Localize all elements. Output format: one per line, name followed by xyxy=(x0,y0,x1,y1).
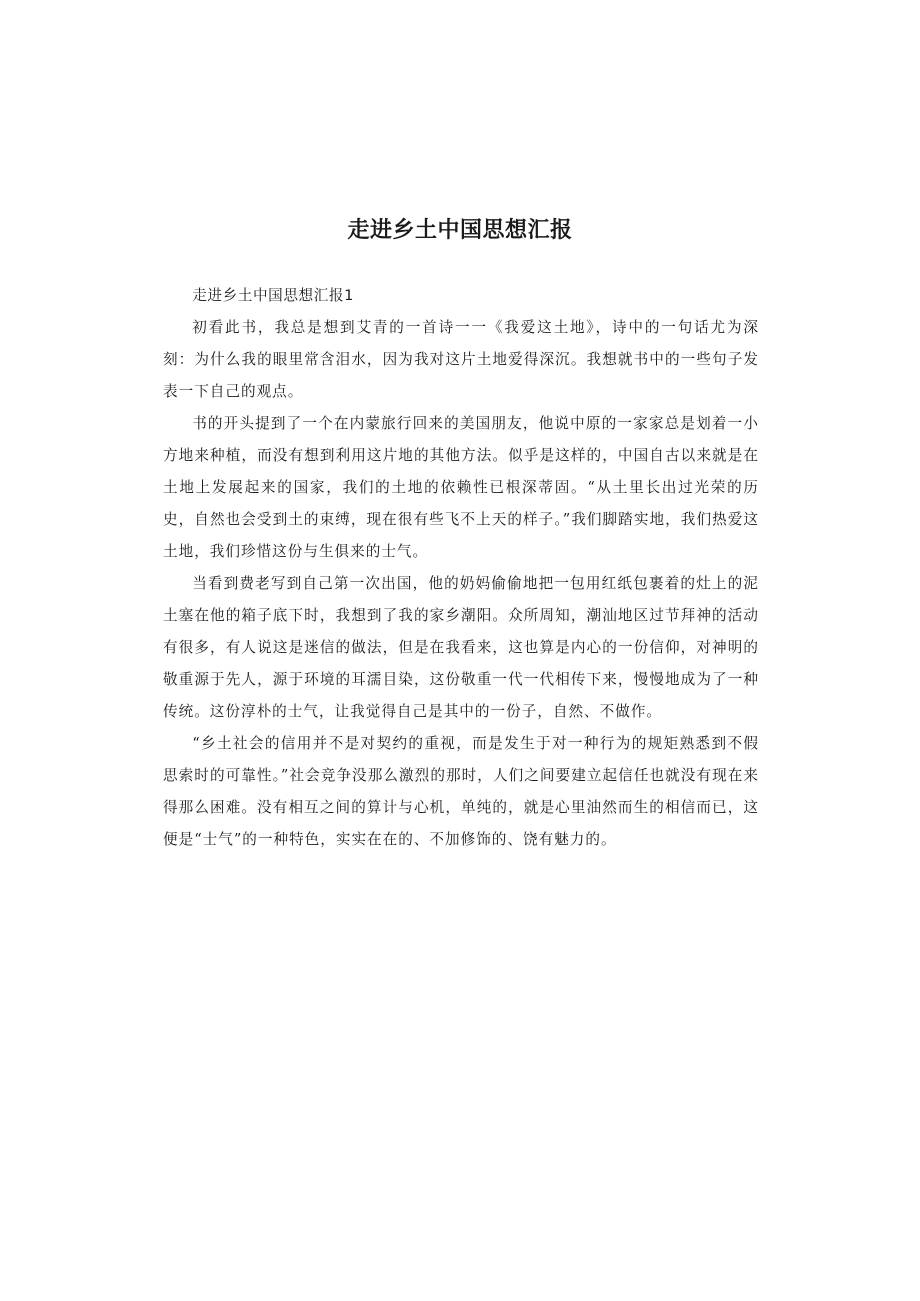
document-body xyxy=(163,280,759,856)
section-subheading: 走进乡土中国思想汇报1 xyxy=(192,287,355,304)
paragraph-4: “乡土社会的信用并不是对契约的重视，而是发生于对一种行为的规矩熟悉到不假思索时的可靠性。”社会竞争没那么激烈的那时，人们之间要建立起信任也就没有现在来得那么困难。没有相互之间的算计与心机，单纯的，就是心里油然而生的相信而已，这便是“士气”的一种特色，实实在在的、不加修饰的、饶有魅力的。 xyxy=(163,735,759,848)
paragraph-3: 当看到费老写到自己第一次出国，他的奶妈偷偷地把一包用红纸包裹着的灶上的泥土塞在他的箱子底下时，我想到了我的家乡潮阳。众所周知，潮汕地区过节拜神的活动有很多，有人说这是迷信的做法，但是在我看来，这也算是内心的一份信仰，对神明的敬重源于先人，源于环境的耳濡目染，这份敬重一代一代相传下来，慢慢地成为了一种传统。这份淳朴的士气，让我觉得自己是其中的一份子，自然、不做作。 xyxy=(163,575,759,720)
document-title: 走进乡土中国思想汇报 xyxy=(347,218,573,243)
paragraph-1: 初看此书，我总是想到艾青的一首诗一一《我爱这土地》，诗中的一句话尤为深刻：为什么我的眼里常含泪水，因为我对这片土地爱得深沉。我想就书中的一些句子发表一下自己的观点。 xyxy=(163,319,759,400)
paragraph-2: 书的开头提到了一个在内蒙旅行回来的美国朋友，他说中原的一家家总是划着一小方地来种植，而没有想到利用这片地的其他方法。似乎是这样的，中国自古以来就是在土地上发展起来的国家，我们的土地的依赖性已根深蒂固。“从土里长出过光荣的历史，自然也会受到土的束缚，现在很有些飞不上天的样子。”我们脚踏实地，我们热爱这土地，我们珍惜这份与生俱来的士气。 xyxy=(163,415,759,560)
